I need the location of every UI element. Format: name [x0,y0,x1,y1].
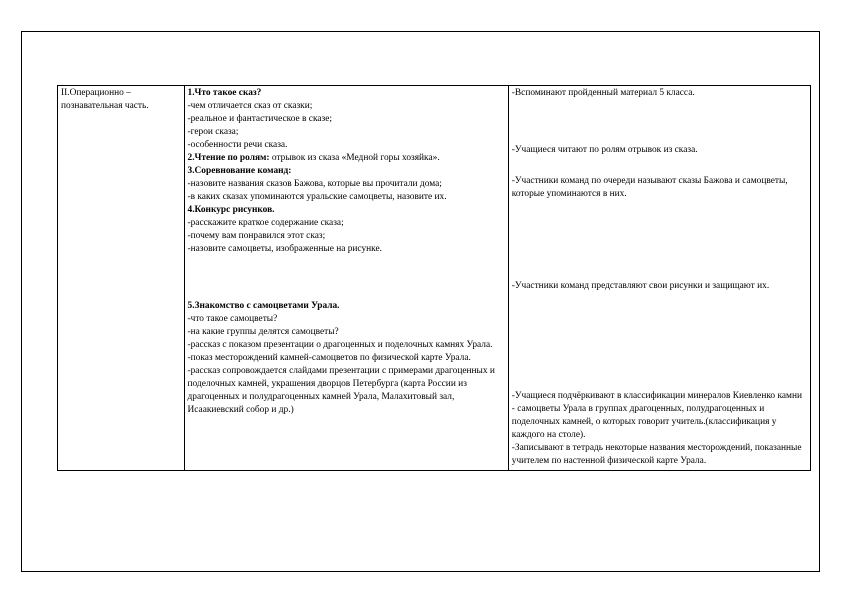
task-5-item: -рассказ с показом презентации о драгоценных и поделочных камнях Урала. [187,340,493,350]
spacer [512,201,807,280]
student-activity-4: -Участники команд представляют свои рисунки и защищают их. [511,281,770,291]
student-activity-5: -Учащиеся подчёркивают в классификации минералов Киевленко камни - самоцветы Урала в группах драгоценных, полудрагоценных и поделочных камней, о которых говорит учитель.(классификация у каждого на столе). [511,391,802,440]
student-activity-6: -Записывают в тетрадь некоторые названия месторождений, показанные учителем по настенной физической карте Урала. [511,443,802,466]
task-5-item: -что такое самоцветы? [187,314,278,324]
student-activity-2: -Учащиеся читают по ролям отрывок из сказа. [511,145,698,155]
question-1-title: 1.Что такое сказ? [187,88,262,98]
task-2-title: 2.Чтение по ролям: [187,153,270,163]
student-activity-3: -Участники команд по очереди называют сказы Бажова и самоцветы, которые упоминаются в них. [511,176,788,199]
spacer [512,157,807,175]
task-4-item: -почему вам понравился этот сказ; [187,231,326,241]
question-1-item: -реальное и фантастическое в сказе; [187,114,332,124]
task-3-title: 3.Соревнование команд: [187,166,292,176]
student-activity-1: -Вспоминают пройденный материал 5 класса. [511,88,695,98]
task-3-item: -в каких сказах упоминаются уральские самоцветы, назовите их. [187,192,447,202]
task-5-title: 5.Знакомство с самоцветами Урала. [187,301,340,311]
task-5-item: -на какие группы делятся самоцветы? [187,327,339,337]
task-4-item: -назовите самоцветы, изображенные на рисунке. [187,244,382,254]
task-5-item: -рассказ сопровождается слайдами презентации с примерами драгоценных и поделочных камней, украшения дворцов Петербурга (карта России из драгоценных и полудрагоценных камней Урала, Малахитовый зал, Исаакиевский собор и др.) [187,366,495,415]
task-2-text: отрывок из сказа «Медной горы хозяйка». [269,153,440,163]
spacer [188,256,505,300]
table-row [58,86,811,471]
question-1-item: -особенности речи сказа. [187,140,288,150]
spacer [512,293,807,390]
spacer [512,100,807,144]
student-activity-cell [508,86,810,471]
task-4-item: -расскажите краткое содержание сказа; [187,218,344,228]
teacher-activity-cell [184,86,508,471]
question-1-item: -чем отличается сказ от сказки; [187,101,313,111]
lesson-plan-table [57,85,811,471]
question-1-item: -герои сказа; [187,127,239,137]
section-title: II.Операционно – познавательная часть. [61,88,149,111]
task-2 [188,152,505,165]
task-3-item: -назовите названия сказов Бажова, которые вы прочитали дома; [187,179,442,189]
task-5-item: -показ месторождений камней-самоцветов по физической карте Урала. [187,353,471,363]
section-cell [58,86,185,471]
task-4-title: 4.Конкурс рисунков. [187,205,275,215]
